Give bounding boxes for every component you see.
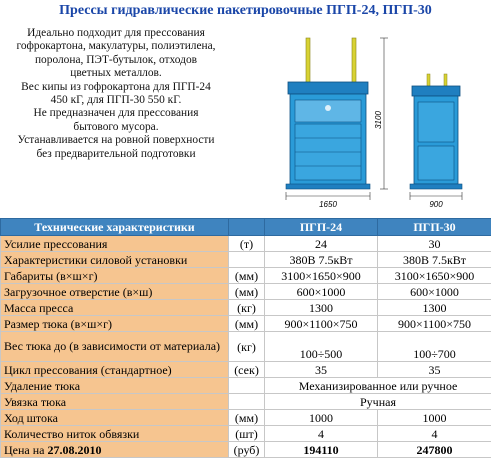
value-pgp24: 4 — [265, 426, 378, 442]
header-param: Технические характеристики — [1, 219, 229, 236]
unit-cell: (т) — [229, 236, 265, 252]
description-line: 450 кГ, для ПГП-30 550 кГ. — [50, 94, 182, 107]
description-line: цветных металлов. — [70, 67, 162, 80]
value-pgp30: 380В 7.5кВт — [378, 252, 491, 268]
header-pgp24: ПГП-24 — [265, 219, 378, 236]
press-front-view — [286, 38, 370, 189]
unit-cell: (мм) — [229, 284, 265, 300]
value-pgp30: 900×1100×750 — [378, 316, 491, 332]
description-line: без предварительной подготовки — [36, 147, 196, 160]
press-drawing — [240, 24, 490, 210]
table-row — [1, 284, 491, 300]
value-pgp24: 380В 7.5кВт — [265, 252, 378, 268]
value-pgp24: 900×1100×750 — [265, 316, 378, 332]
unit-cell: (кг) — [229, 300, 265, 316]
table-row — [1, 378, 491, 394]
value-pgp24: 100÷500 — [265, 332, 378, 362]
value-pgp30: 35 — [378, 362, 491, 378]
param-cell: Цикл прессования (стандартное) — [1, 362, 229, 378]
unit-cell: (мм) — [229, 316, 265, 332]
param-cell: Размер тюка (в×ш×г) — [1, 316, 229, 332]
price-pgp30: 247800 — [378, 442, 491, 458]
param-cell: Удаление тюка — [1, 378, 229, 394]
value-pgp30: 1000 — [378, 410, 491, 426]
table-row — [1, 410, 491, 426]
param-cell: Загрузочное отверстие (в×ш) — [1, 284, 229, 300]
value-pgp30: 1300 — [378, 300, 491, 316]
table-row — [1, 426, 491, 442]
press-side-view — [410, 74, 462, 189]
depth-dim-label: 900 — [429, 200, 443, 209]
unit-cell — [229, 252, 265, 268]
header-pgp30: ПГП-30 — [378, 219, 491, 236]
width-dimension — [286, 192, 370, 209]
height-dimension — [374, 38, 388, 189]
value-pgp24: 3100×1650×900 — [265, 268, 378, 284]
param-cell: Вес тюка до (в зависимости от материала) — [1, 332, 229, 362]
value-both: Ручная — [265, 394, 491, 410]
unit-cell: (шт) — [229, 426, 265, 442]
value-pgp24: 600×1000 — [265, 284, 378, 300]
table-row — [1, 300, 491, 316]
description-line: Не предназначен для прессования — [33, 107, 199, 120]
description-line: Вес кипы из гофрокартона для ПГП-24 — [21, 80, 211, 93]
unit-cell — [229, 378, 265, 394]
page-title: Прессы гидравлические пакетировочные ПГП-24, ПГП-30 — [59, 3, 432, 18]
unit-cell: (кг) — [229, 332, 265, 362]
param-cell: Количество ниток обвязки — [1, 426, 229, 442]
value-pgp30: 3100×1650×900 — [378, 268, 491, 284]
product-description — [2, 27, 230, 161]
value-pgp30: 4 — [378, 426, 491, 442]
unit-cell: (мм) — [229, 410, 265, 426]
param-cell: Ход штока — [1, 410, 229, 426]
value-pgp24: 35 — [265, 362, 378, 378]
param-cell: Характеристики силовой установки — [1, 252, 229, 268]
value-pgp24: 24 — [265, 236, 378, 252]
description-line: бытового мусора. — [73, 120, 159, 133]
value-pgp30: 100÷700 — [378, 332, 491, 362]
description-line: гофрокартона, макулатуры, полиэтилена, — [16, 40, 216, 53]
value-both: Механизированное или ручное — [265, 378, 491, 394]
table-row — [1, 316, 491, 332]
table-header-row — [1, 219, 491, 236]
description-line: поролона, ПЭТ-бутылок, отходов — [34, 53, 198, 66]
unit-cell: (сек) — [229, 362, 265, 378]
table-row — [1, 268, 491, 284]
unit-cell: (мм) — [229, 268, 265, 284]
param-cell: Увязка тюка — [1, 394, 229, 410]
value-pgp30: 30 — [378, 236, 491, 252]
table-row — [1, 362, 491, 378]
value-pgp30: 600×1000 — [378, 284, 491, 300]
price-label: Цена на — [4, 442, 48, 457]
param-cell: Масса пресса — [1, 300, 229, 316]
price-param-cell — [1, 442, 229, 458]
table-row — [1, 252, 491, 268]
unit-cell — [229, 394, 265, 410]
depth-dimension — [410, 192, 462, 209]
description-line: Устанавливается на ровной поверхности — [17, 134, 215, 147]
width-dim-label: 1650 — [319, 200, 337, 209]
value-pgp24: 1300 — [265, 300, 378, 316]
param-cell: Усилие прессования — [1, 236, 229, 252]
param-cell: Габариты (в×ш×г) — [1, 268, 229, 284]
table-row — [1, 332, 491, 362]
header-unit — [229, 219, 265, 236]
value-pgp24: 1000 — [265, 410, 378, 426]
table-row — [1, 236, 491, 252]
table-row-price — [1, 442, 491, 458]
table-row — [1, 394, 491, 410]
height-dim-label: 3100 — [374, 111, 383, 129]
unit-cell: (руб) — [229, 442, 265, 458]
description-line: Идеально подходит для прессования — [27, 27, 205, 39]
price-pgp24: 194110 — [265, 442, 378, 458]
price-date: 27.08.2010 — [47, 442, 102, 457]
spec-table — [0, 218, 491, 458]
